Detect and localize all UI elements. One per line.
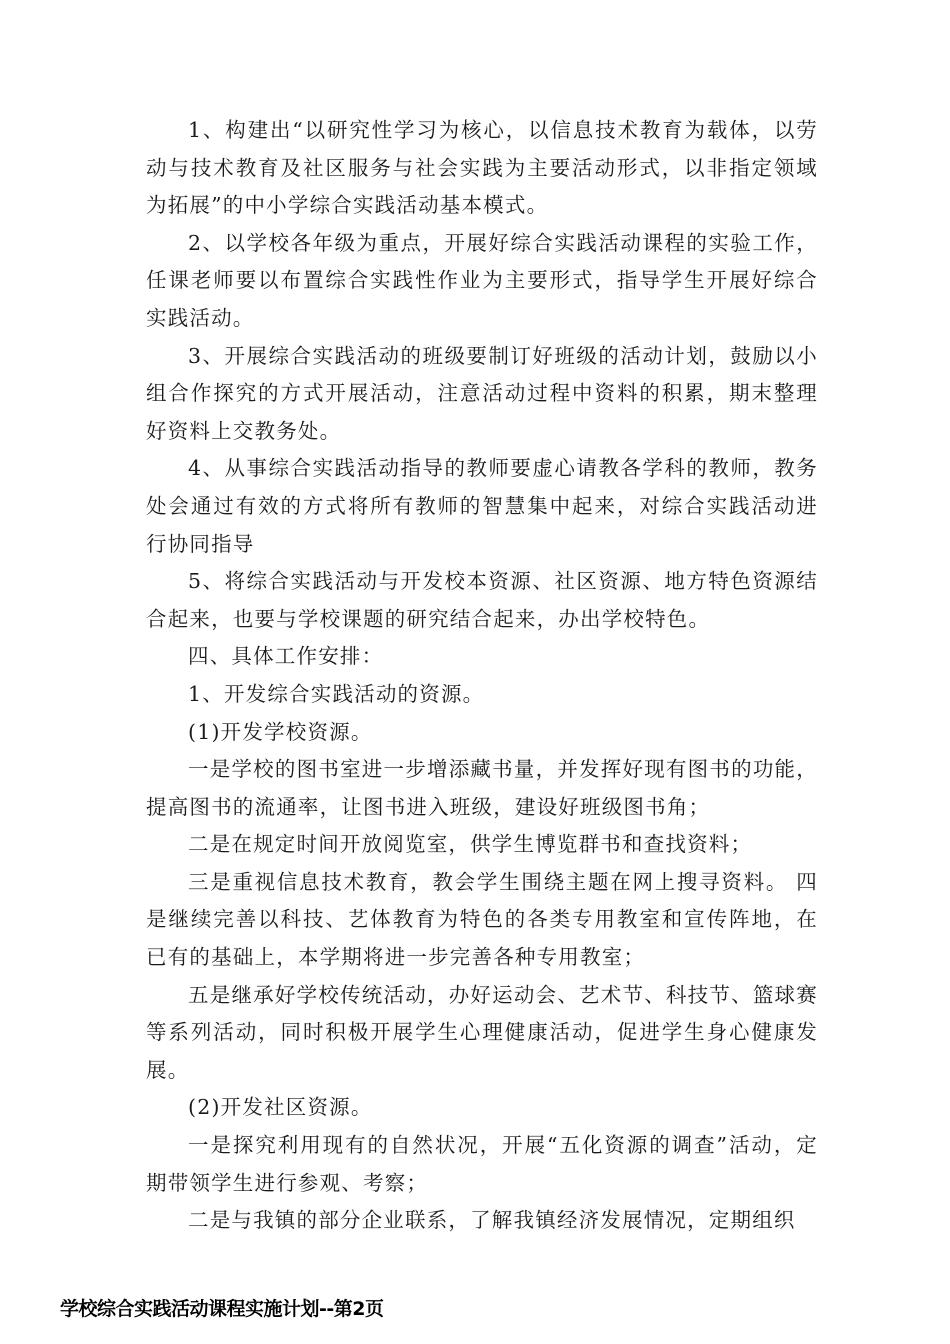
paragraph-5: 5、将综合实践活动与开发校本资源、社区资源、地方特色资源结合起来，也要与学校课题的研究结合起来，办出学校特色。 xyxy=(146,569,818,631)
item-heading-school: (1)开发学校资源。 xyxy=(188,719,373,744)
page-footer: 学校综合实践活动课程实施计划--第2页 xyxy=(60,1298,384,1320)
paragraph-library: 一是学校的图书室进一步增添藏书量，并发挥好现有图书的功能，提高图书的流通率，让图书进入班级，建设好班级图书角； xyxy=(146,757,818,819)
paragraph-traditions: 五是继承好学校传统活动，办好运动会、艺术节、科技节、篮球赛等系列活动，同时积极开展学生心理健康活动，促进学生身心健康发展。 xyxy=(146,982,818,1082)
paragraph-3: 3、开展综合实践活动的班级要制订好班级的活动计划，鼓励以小组合作探究的方式开展活动，注意活动过程中资料的积累，期末整理好资料上交教务处。 xyxy=(146,343,818,443)
section-heading: 四、具体工作安排： xyxy=(188,644,384,669)
subsection-heading: 1、开发综合实践活动的资源。 xyxy=(188,681,485,706)
paragraph-1: 1、构建出“以研究性学习为核心，以信息技术教育为载体，以劳动与技术教育及社区服务与社会实践为主要活动形式，以非指定领域为拓展”的中小学综合实践活动基本模式。 xyxy=(146,118,818,218)
item-heading-community: (2)开发社区资源。 xyxy=(188,1095,373,1120)
paragraph-2: 2、以学校各年级为重点，开展好综合实践活动课程的实验工作，任课老师要以布置综合实践性作业为主要形式，指导学生开展好综合实践活动。 xyxy=(146,230,818,330)
paragraph-it-education: 三是重视信息技术教育，教会学生围绕主题在网上搜寻资料。 四是继续完善以科技、艺体教育为特色的各类专用教室和宣传阵地，在已有的基础上，本学期将进一步完善各种专用教室； xyxy=(146,869,818,970)
paragraph-enterprise: 二是与我镇的部分企业联系，了解我镇经济发展情况，定期组织 xyxy=(188,1208,796,1233)
paragraph-reading-room: 二是在规定时间开放阅览室，供学生博览群书和查找资料； xyxy=(188,832,753,857)
paragraph-4: 4、从事综合实践活动指导的教师要虚心请教各学科的教师，教务处会通过有效的方式将所有教师的智慧集中起来，对综合实践活动进行协同指导 xyxy=(146,456,818,556)
paragraph-nature: 一是探究利用现有的自然状况，开展“五化资源的调查”活动，定期带领学生进行参观、考察； xyxy=(146,1133,818,1195)
document-body xyxy=(146,112,818,1240)
